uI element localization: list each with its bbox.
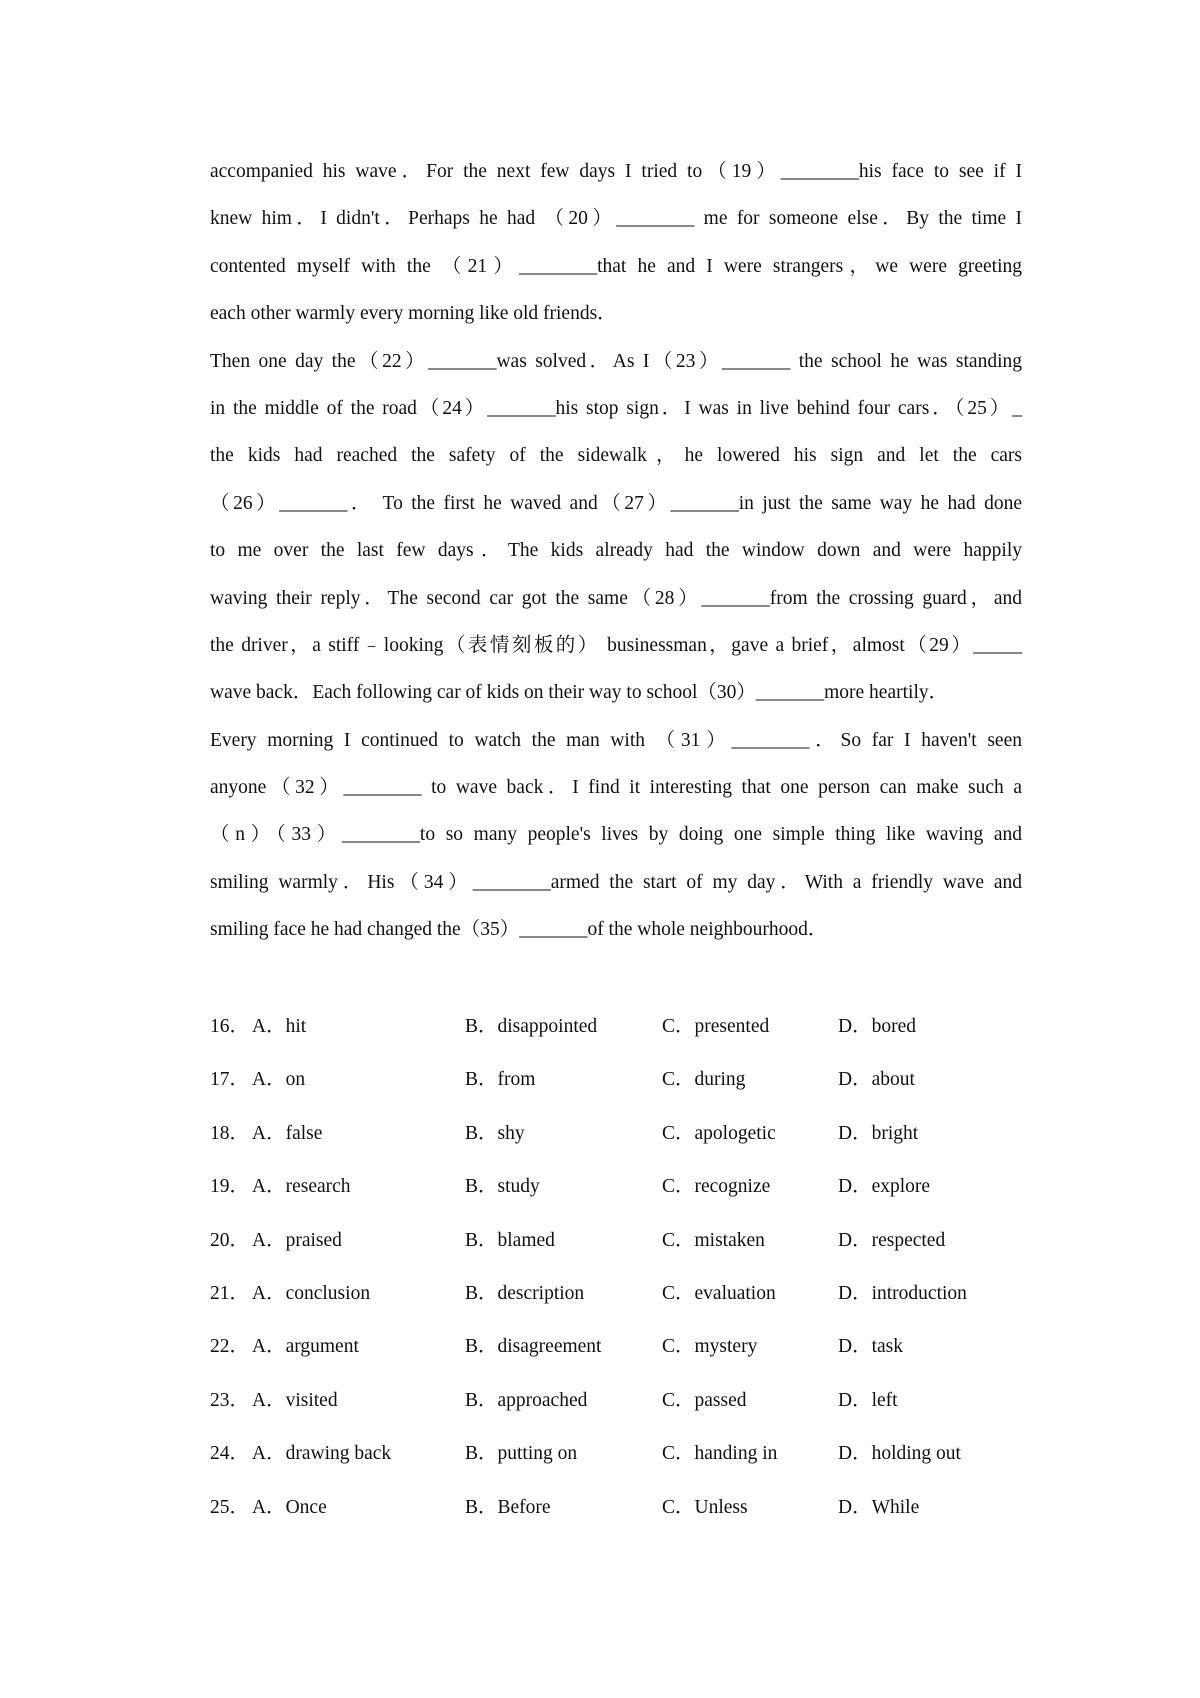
question-row [210, 1107, 1022, 1160]
option-b: B．shy [465, 1122, 525, 1144]
option-a: A．argument [252, 1336, 359, 1358]
option-d: D．left [838, 1389, 898, 1411]
passage-line: contented myself with the （21）________that he and I were strangers，we were greeting [210, 255, 1022, 277]
option-b: B．putting on [465, 1443, 578, 1465]
option-c: C．Unless [662, 1496, 748, 1518]
cloze-passage [210, 148, 1022, 954]
question-row [210, 1427, 1022, 1480]
question-row [210, 1481, 1022, 1534]
question-number: 25． [210, 1496, 250, 1518]
passage-line: knew him．I didn't．Perhaps he had （20）________ me for someone else．By the time I [210, 208, 1022, 230]
option-d: D．holding out [838, 1443, 961, 1465]
option-b: B．description [465, 1282, 585, 1304]
passage-line: smiling face he had changed the（35）_______of the whole neighbourhood． [210, 919, 828, 941]
option-c: C．recognize [662, 1176, 771, 1198]
option-a: A．hit [252, 1016, 307, 1037]
option-a: A．research [252, 1176, 351, 1198]
question-row [210, 1053, 1022, 1106]
option-c: C．passed [662, 1389, 747, 1411]
option-c: C．mystery [662, 1336, 758, 1358]
option-d: D．about [838, 1069, 915, 1091]
option-d: D．bored [838, 1016, 916, 1037]
passage-line: accompanied his wave．For the next few days I tried to（19）________his face to see if I [210, 161, 1022, 182]
passage-line: wave back．Each following car of kids on their way to school（30）_______more heartily． [210, 682, 949, 704]
option-a: A．Once [252, 1496, 327, 1518]
option-b: B．disappointed [465, 1016, 598, 1037]
option-b: B．from [465, 1069, 536, 1091]
option-b: B．Before [465, 1496, 551, 1518]
question-row [210, 1214, 1022, 1267]
option-d: D．While [838, 1496, 920, 1518]
option-c: C．evaluation [662, 1282, 776, 1304]
option-d: D．bright [838, 1122, 919, 1144]
question-number: 17． [210, 1069, 250, 1091]
option-b: B．blamed [465, 1229, 555, 1251]
passage-line: anyone（32）________ to wave back．I find it interesting that one person can make such a [210, 777, 1022, 799]
question-row [210, 1374, 1022, 1427]
option-d: D．task [838, 1336, 903, 1358]
option-a: A．visited [252, 1389, 338, 1411]
question-number: 24． [210, 1443, 250, 1465]
question-row [210, 1160, 1022, 1213]
answer-options [210, 1000, 1022, 1534]
question-number: 21． [210, 1282, 250, 1304]
option-a: A．false [252, 1122, 323, 1144]
question-row [210, 1320, 1022, 1373]
passage-line: each other warmly every morning like old friends． [210, 303, 617, 325]
question-number: 19． [210, 1176, 250, 1198]
option-c: C．apologetic [662, 1122, 776, 1144]
passage-line: （26）_______． To the first he waved and（27）_______in just the same way he had done [210, 492, 1022, 514]
option-b: B．study [465, 1176, 540, 1198]
passage-line: in the middle of the road（24）_______his stop sign．I was in live behind four cars．（25）_ [210, 397, 1022, 419]
passage-line: the kids had reached the safety of the sidewalk，he lowered his sign and let the cars [210, 445, 1022, 467]
question-row [210, 1267, 1022, 1320]
passage-line: smiling warmly．His（34）________armed the start of my day．With a friendly wave and [210, 871, 1022, 893]
question-number: 18． [210, 1122, 250, 1144]
option-d: D．explore [838, 1176, 931, 1198]
option-a: A．conclusion [252, 1282, 371, 1304]
passage-line: the driver，a stiff﹣looking（表情刻板的） businessman，gave a brief，almost（29）_____ [210, 634, 1022, 656]
option-a: A．drawing back [252, 1443, 392, 1465]
passage-line: （n）（33）________to so many people's lives by doing one simple thing like waving and [210, 824, 1022, 846]
question-number: 23． [210, 1389, 250, 1411]
passage-line: Then one day the（22）_______was solved．As I（23）_______ the school he was standing [210, 350, 1022, 372]
option-d: D．introduction [838, 1282, 967, 1304]
option-b: B．approached [465, 1389, 588, 1411]
option-d: D．respected [838, 1229, 946, 1251]
option-a: A．praised [252, 1229, 342, 1251]
question-number: 16． [210, 1016, 250, 1037]
question-row [210, 1000, 1022, 1053]
option-c: C．presented [662, 1016, 770, 1037]
option-b: B．disagreement [465, 1336, 602, 1358]
question-number: 22． [210, 1336, 250, 1358]
passage-line: Every morning I continued to watch the man with （31）________．So far I haven't seen [210, 729, 1022, 751]
passage-line: waving their reply．The second car got the same（28）_______from the crossing guard，and [210, 587, 1022, 609]
passage-line: to me over the last few days．The kids already had the window down and were happily [210, 540, 1022, 562]
option-c: C．mistaken [662, 1229, 765, 1251]
option-c: C．handing in [662, 1443, 778, 1465]
option-a: A．on [252, 1069, 306, 1091]
question-number: 20． [210, 1229, 250, 1251]
option-c: C．during [662, 1069, 746, 1091]
